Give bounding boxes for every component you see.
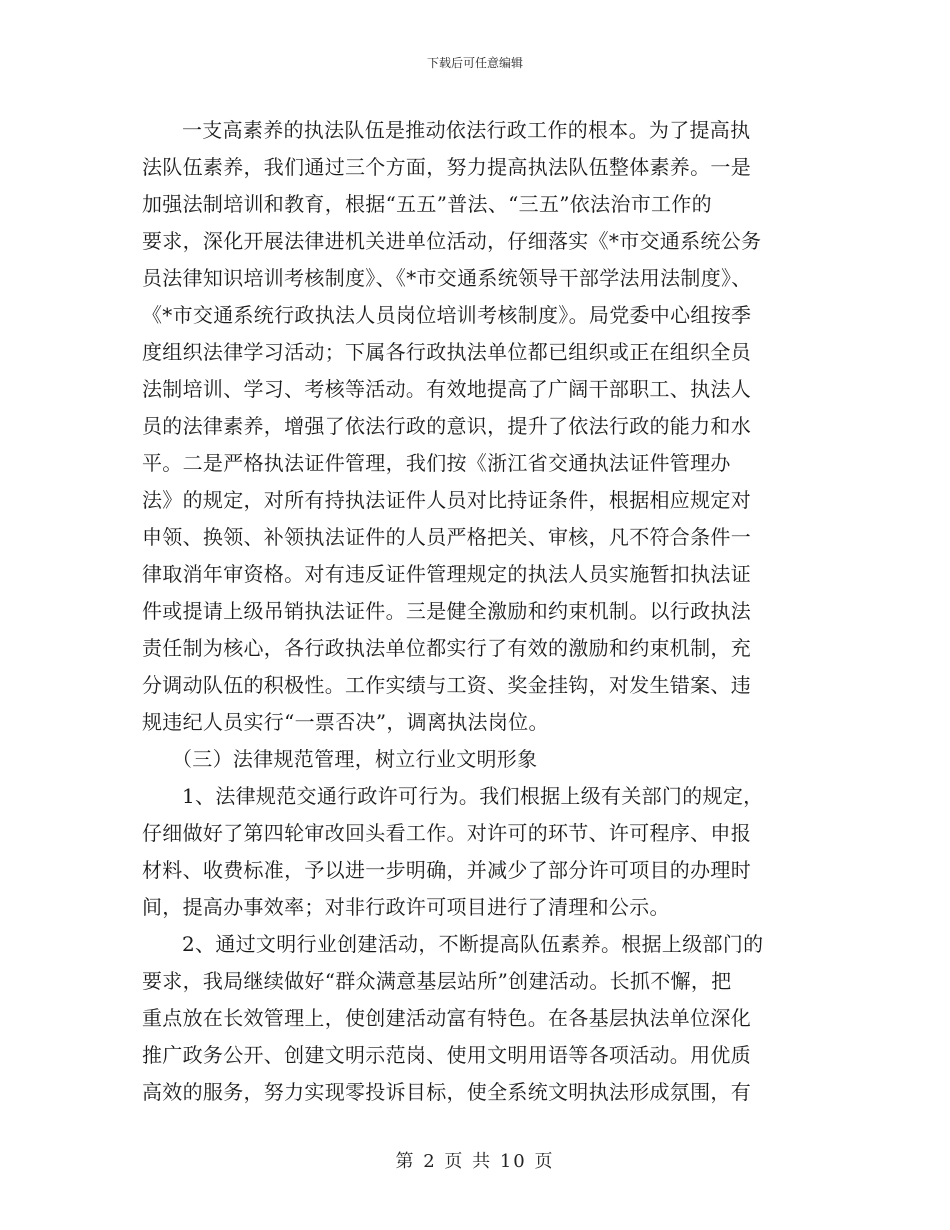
document-body	[142, 112, 802, 1111]
paragraph-line: 员法律知识培训考核制度》、《*市交通系统领导干部学法用法制度》、	[142, 266, 752, 290]
paragraph-line: 规违纪人员实行“一票否决”，调离执法岗位。	[142, 710, 549, 734]
section-heading: （三）法律规范管理，树立行业文明形象	[172, 747, 538, 771]
paragraph-line: 法制培训、学习、考核等活动。有效地提高了广阔干部职工、执法人	[142, 377, 751, 401]
paragraph-line: 度组织法律学习活动；下属各行政执法单位都已组织或正在组织全员	[142, 340, 751, 364]
paragraph-line: 重点放在长效管理上，使创建活动富有特色。在各基层执法单位深化	[142, 1006, 751, 1030]
paragraph-line: 材料、收费标准，予以进一步明确，并减少了部分许可项目的办理时	[142, 858, 751, 882]
paragraph-line: 律取消年审资格。对有违反证件管理规定的执法人员实施暂扣执法证	[142, 562, 751, 586]
paragraph-line: 申领、换领、补领执法证件的人员严格把关、审核，凡不符合条件一	[142, 525, 751, 549]
paragraph-line: 推广政务公开、创建文明示范岗、使用文明用语等各项活动。用优质	[142, 1043, 751, 1067]
paragraph-line: 要求，我局继续做好“群众满意基层站所”创建活动。长抓不懈，把	[142, 969, 732, 993]
page-number-footer: 第 2 页 共 10 页	[395, 1151, 555, 1172]
paragraph-line: 一支高素养的执法队伍是推动依法行政工作的根本。为了提高执	[182, 118, 751, 142]
paragraph-line: 法》的规定，对所有持执法证件人员对比持证条件，根据相应规定对	[142, 488, 751, 512]
paragraph-line: 加强法制培训和教育，根据“五五”普法、“三五”依法治市工作的	[142, 192, 712, 216]
paragraph-line: 2、通过文明行业创建活动，不断提高队伍素养。根据上级部门的	[182, 932, 764, 956]
paragraph-line: 件或提请上级吊销执法证件。三是健全激励和约束机制。以行政执法	[142, 599, 751, 623]
paragraph-line: 员的法律素养，增强了依法行政的意识，提升了依法行政的能力和水	[142, 414, 751, 438]
paragraph-line: 仔细做好了第四轮审改回头看工作。对许可的环节、许可程序、申报	[142, 821, 751, 845]
paragraph-line: 责任制为核心，各行政执法单位都实行了有效的激励和约束机制，充	[142, 636, 751, 660]
paragraph-line: 平。二是严格执法证件管理，我们按《浙江省交通执法证件管理办	[142, 451, 731, 475]
paragraph-line: 法队伍素养，我们通过三个方面，努力提高执法队伍整体素养。一是	[142, 155, 751, 179]
paragraph-line: 《*市交通系统行政执法人员岗位培训考核制度》。局党委中心组按季	[142, 303, 752, 327]
paragraph-line: 1、法律规范交通行政许可行为。我们根据上级有关部门的规定，	[182, 784, 764, 808]
paragraph-line: 高效的服务，努力实现零投诉目标，使全系统文明执法形成氛围，有	[142, 1080, 751, 1104]
paragraph-line: 间，提高办事效率；对非行政许可项目进行了清理和公示。	[142, 895, 670, 919]
paragraph-line: 分调动队伍的积极性。工作实绩与工资、奖金挂钩，对发生错案、违	[142, 673, 751, 697]
paragraph-line: 要求，深化开展法律进机关进单位活动，仔细落实《*市交通系统公务	[142, 229, 762, 253]
page-header: 下载后可任意编辑	[426, 56, 523, 70]
